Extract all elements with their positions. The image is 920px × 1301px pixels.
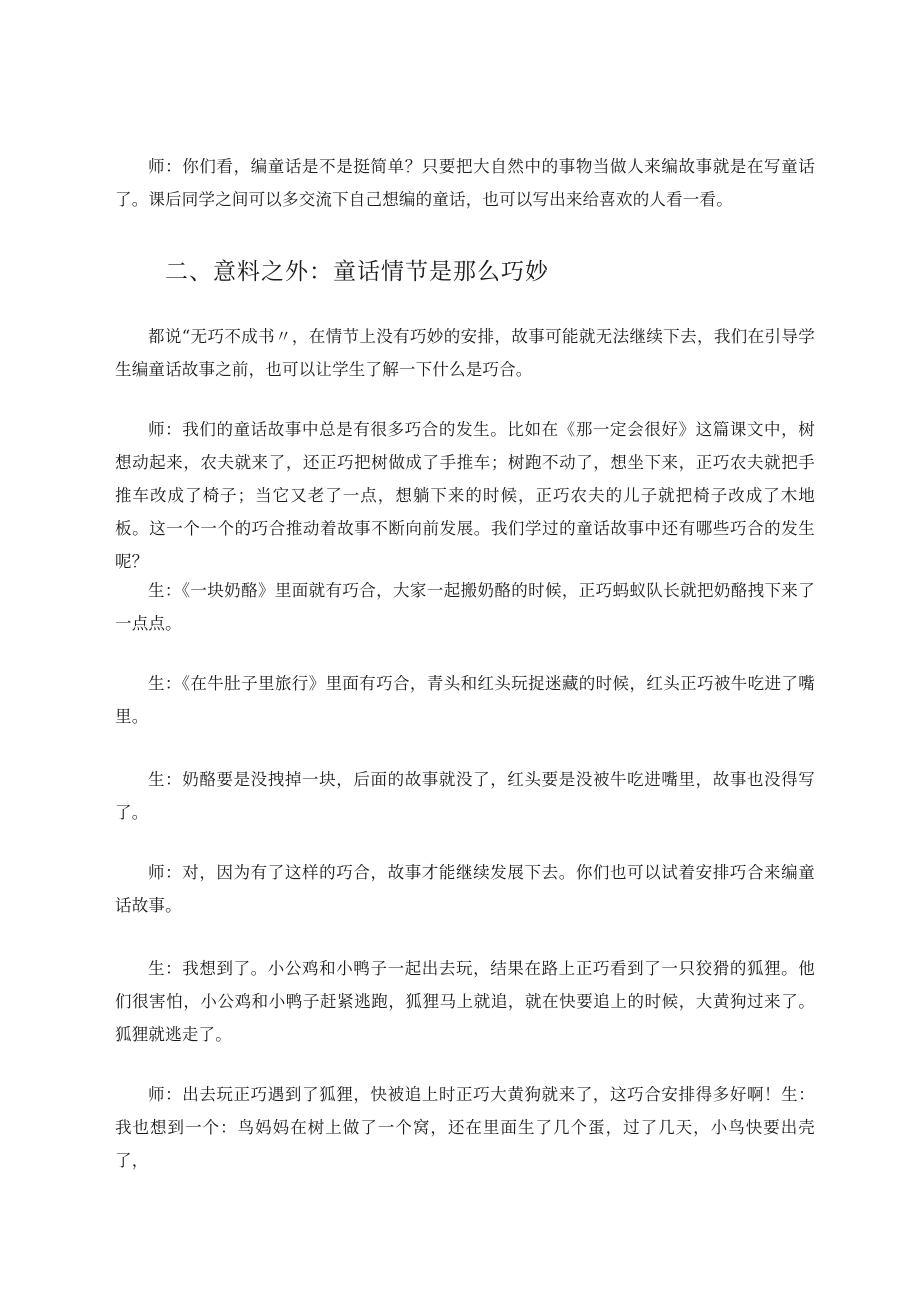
paragraph-intro: 都说“无巧不成书〃，在情节上没有巧妙的安排，故事可能就无法继续下去，我们在引导学生编童话故事之前，也可以让学生了解一下什么是巧合。 bbox=[115, 327, 815, 379]
paragraph-student-cheese: 生：《一块奶酪》里面就有巧合，大家一起搬奶酪的时候，正巧蚂蚁队长就把奶酪拽下来了一点点。 bbox=[115, 581, 815, 633]
section-heading: 二、意料之外：童话情节是那么巧妙 bbox=[165, 259, 549, 285]
paragraph-teacher-praise: 师：出去玩正巧遇到了狐狸，快被追上时正巧大黄狗就来了，这巧合安排得多好啊！生：我也想到一个：鸟妈妈在树上做了一个窝，还在里面生了几个蛋，过了几天，小鸟快要出壳了， bbox=[115, 1085, 815, 1170]
paragraph-student-cow: 生：《在牛肚子里旅行》里面有巧合，青头和红头玩捉迷藏的时候，红头正巧被牛吃进了嘴里。 bbox=[115, 674, 815, 726]
paragraph-teacher-example: 师：我们的童话故事中总是有很多巧合的发生。比如在《那一定会很好》这篇课文中，树想动起来，农夫就来了，还正巧把树做成了手推车；树跑不动了，想坐下来，正巧农夫就把手推车改成了椅子；当它又老了一点，想躺下来的时候，正巧农夫的儿子就把椅子改成了木地板。这一个一个的巧合推动着故事不断向前发展。我们学过的童话故事中还有哪些巧合的发生呢？ bbox=[115, 420, 815, 571]
paragraph-teacher-encourage: 师：对，因为有了这样的巧合，故事才能继续发展下去。你们也可以试着安排巧合来编童话故事。 bbox=[115, 863, 815, 915]
paragraph-student-comment: 生：奶酪要是没拽掉一块，后面的故事就没了，红头要是没被牛吃进嘴里，故事也没得写了。 bbox=[115, 770, 815, 822]
paragraph-teacher-summary: 师：你们看，编童话是不是挺简单？只要把大自然中的事物当做人来编故事就是在写童话了。课后同学之间可以多交流下自己想编的童话，也可以写出来给喜欢的人看一看。 bbox=[115, 157, 815, 209]
paragraph-student-story: 生：我想到了。小公鸡和小鸭子一起出去玩，结果在路上正巧看到了一只狡猾的狐狸。他们很害怕，小公鸡和小鸭子赶紧逃跑，狐狸马上就追，就在快要追上的时候，大黄狗过来了。狐狸就逃走了。 bbox=[115, 959, 815, 1044]
